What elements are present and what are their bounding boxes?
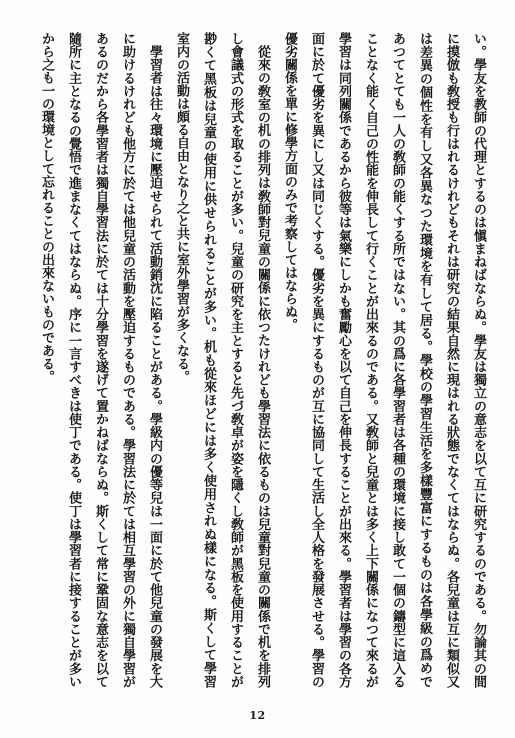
paragraph-3 (33, 32, 168, 688)
text-line: 尠くて黑板は兒童の使用に供せられることが多い。机も從來ほどには多く使用されぬ樣になる。斯くして學習 (201, 32, 216, 688)
text-line: 學習は同列關係であるから彼等は氣樂にしかも奮勵心を以て自己を伸長することが出來る。學習者は學習の各方 (336, 32, 351, 688)
text-line: ことなく能く自己の性能を伸長して行くことが出來るのである。又敎師と兒童とは多く上下關係になつて來るが (363, 32, 378, 688)
text-line: あるのだから各學習者は獨自學習法に於ては十分學習を遂げて置かねばならぬ。斯くして常に鞏固な意志を以て (93, 32, 108, 688)
text-line: し會議式の形式を取ることが多い。兒童の研究を主とすると先づ敎卓が姿を隱くし敎師が黑板を使用することが (228, 32, 243, 688)
text-line: から之も一の環境として忘れることの出來ないものである。 (39, 32, 54, 383)
text-line: 從來の敎室の机の排列は敎師對兒童の關係に依つたけれども學習法に依るものは兒童對兒童の關係で机を排列 (255, 45, 270, 688)
text-line: 室内の活動は頗る自由となり之と共に室外學習が多くなる。 (174, 32, 189, 383)
text-line: に助けるけれども他方に於ては他兒童の活動を壓迫するものである。學習法に於ては相互學習の外に獨自學習が (120, 32, 135, 688)
text-line: は差異の個性を有し又各異なつた環境を有して居る。學校の學習生活を多樣豐富にするものは各學級の爲めで (417, 32, 432, 688)
text-line: に摸倣も敎授も行はれるけれどもそれは研究の結果自然に現はれる狀態でなくてはならぬ。各兒童は互に類似又 (444, 32, 459, 688)
text-line: あつてとても一人の敎師の能くする所ではない。其の爲に各學習者は各種の環境に接し敢て一個の鑄型に這入る (390, 32, 405, 688)
text-line: い。學友を教師の代理とするのは愼まねばならぬ。學友は獨立の意志を以て互に研究するのである。勿論其の間 (471, 32, 486, 688)
vertical-text-body (33, 32, 492, 688)
text-line: 面に於て優劣を異にし又は同じくする。優劣を異にするものが互に協同して生活し全人格を發展させる。學習の (309, 32, 324, 688)
text-line: 優劣關係を單に修學方面のみで考察してはならぬ。 (282, 32, 297, 331)
text-line: 隨所に主となるの覺悟で進まなくてはならぬ。序に一言すべきは使丁である。使丁は學習者に接することが多い (66, 32, 81, 688)
text-line: 學習者は往々環境に壓迫せられて活動銷沈に陷ることがある。學級内の優等兒は一面に於て他兒童の發展を大 (147, 45, 162, 688)
page-number: 12 (249, 709, 266, 722)
paragraph-1 (276, 32, 492, 688)
paragraph-2 (168, 32, 276, 688)
